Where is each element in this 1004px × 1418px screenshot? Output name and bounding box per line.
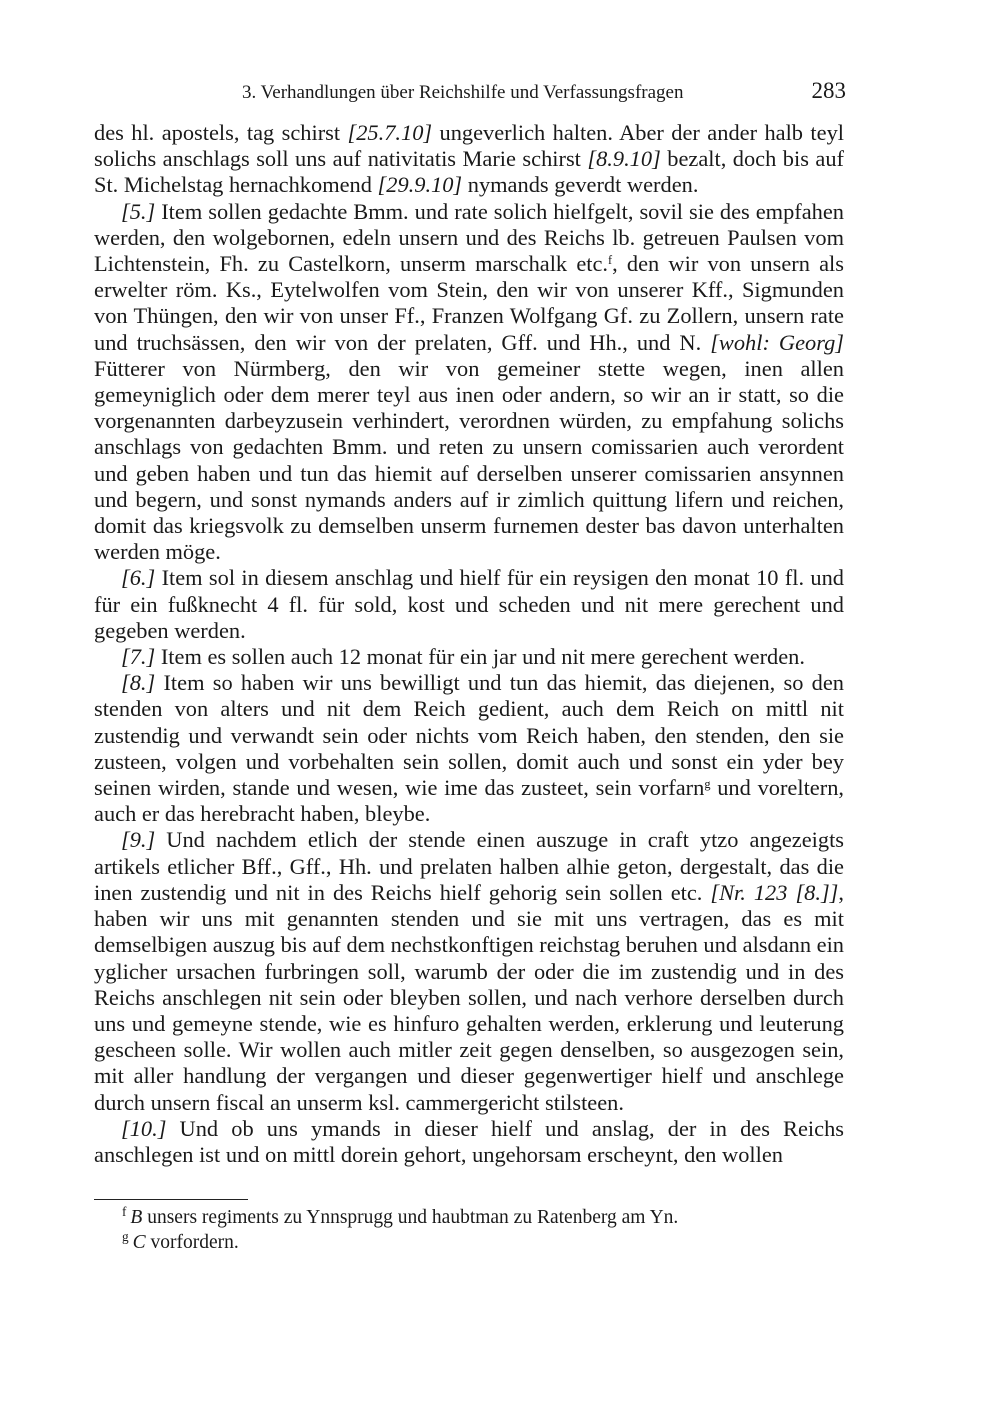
text-run: Und ob uns ymands in dieser hielf und anslag, der in des Reichs anschlegen ist und on mittl dorein gehort, ungehorsam erscheynt, den wollen [94,1115,844,1167]
footnote-text: vorfordern. [145,1232,239,1253]
text-run: nymands geverdt werden. [462,172,699,198]
editorial-reference: [10.] [121,1115,167,1141]
footnote-marker: g [704,777,711,792]
text-run: Item sol in diesem anschlag und hielf für ein reysigen den monat 10 fl. und für ein fußknecht 4 fl. für sold, kost und scheden und nit mere gerechent und gegeben werden. [94,565,844,643]
text-run: des hl. apostels, tag schirst [94,120,348,145]
main-text [94,120,844,1168]
footnote-rule [94,1199,248,1200]
footnote-mark: g [122,1229,129,1245]
footnote-mark: f [122,1204,127,1220]
paragraph [94,644,844,670]
text-run: bezalt, doch bis auf St. Michelstag hernachkomend [94,146,845,198]
text-run: und voreltern, auch er das herebracht haben, bleybe. [94,775,844,827]
paragraph [94,120,844,199]
footnotes [94,1205,844,1255]
footnote-source: C [132,1232,146,1253]
text-run: Item es sollen auch 12 monat für ein jar und nit mere gerechent werden. [155,644,805,670]
text-run: ungeverlich halten. Aber der ander halb teyl solichs anschlags soll uns auf nativitatis Marie schirst [94,120,844,172]
editorial-reference: [wohl: Georg] [710,329,844,355]
paragraph [94,565,844,644]
footnote-source: B [130,1207,143,1228]
editorial-reference: [Nr. 123 [8.]] [710,879,839,905]
running-head: 3. Verhandlungen über Reichshilfe und Verfassungsfragen [242,82,684,103]
editorial-reference: [9.] [121,827,156,853]
text-run: Fütterer von Nürmberg, den wir von gemeiner stette wegen, inen allen gemeyniglich oder dem merer teyl aus inen oder andern, so wir an ir statt, so die vorgenannten darbeyzusein verhindert, verordnen würden, zu empfahung solichs anschlags von gedachten Bmm. und reten zu unsern comissarien auch verordent und geben haben und tun das hiemit auf derselben unserer comissarien ansynnen und begern, und sonst nymands anders auf ir zimlich quittung lifern und reichen, domit das kriegsvolk zu demselben unserm furnemen dester bas davon unterhalten werden möge. [94,355,844,565]
footnote-text: unsers regiments zu Ynnsprugg und haubtman zu Ratenberg am Yn. [142,1207,679,1228]
text-run: Und nachdem etlich der stende einen auszuge in craft ytzo angezeigts artikels etlicher Bff., Gff., Hh. und prelaten halben alhie geton, dergestalt, das die inen zustendig und nit in des Reichs hielf gehorig sein sollen etc. [94,827,844,905]
paragraph [94,1116,844,1168]
text-run: , den wir von unsern als erwelter röm. Ks., Eytelwolfen vom Stein, den wir von unserer Kff., Sigmunden von Thüngen, den wir von unser Ff., Franzen Wolfgang Gf. zu Zollern, unsern rate und truchsässen, den wir von der prelaten, Gff. und Hh., und N. [94,251,844,355]
text-run: , haben wir uns mit genannten stenden und sie mit uns vertragen, das es mit demselbigen auszug bis auf dem nechstkonftigen reichstag beruhen und alsdann ein yglicher ursachen furbringen soll, warumb der oder die im zustendig und in des Reichs anschlegen nit sein oder bleyben sollen, und nach verhore derselben durch uns und gemeyne stende, wie es hinfuro gehalten werden, erklerung und leuterung gescheen solle. Wir wollen auch mitler zeit gegen denselben, so ausgezogen sein, mit aller handlung der vergangen und dieser gegenwertiger hielf und anschlege durch unsern fiscal an unserm ksl. cammergericht stilsteen. [94,879,844,1115]
editorial-reference: [29.9.10] [377,172,463,198]
editorial-reference: [25.7.10] [347,120,433,145]
editorial-reference: [8.] [121,670,156,696]
editorial-reference: [5.] [121,198,156,224]
paragraph [94,199,844,566]
text-run: Item so haben wir uns bewilligt und tun das hiemit, das diejenen, so den stenden von alters und nit dem Reich gedient, auch dem Reich on mittl nit zustendig und verwandt sein oder nichts vom Reich haben, den stenden, den sie zusteen, volgen und vorbehalten sein sollen, domit auch und sonst ein yder bey seinen wirden, stande und wesen, wie ime das zusteet, sein vorfarn [94,670,844,801]
text-run: Item sollen gedachte Bmm. und rate solich hielfgelt, sovil sie des empfahen werden, den wolgebornen, edeln unsern und des Reichs lb. getreuen Paulsen vom Lichtenstein, Fh. zu Castelkorn, unserm marschalk etc. [94,198,844,277]
paragraph [94,670,844,827]
footnote-marker: f [608,253,613,268]
editorial-reference: [8.9.10] [587,146,661,172]
footnote [94,1205,844,1230]
page-number: 283 [811,78,846,103]
page-header [94,78,846,108]
editorial-reference: [7.] [121,644,156,670]
editorial-reference: [6.] [121,565,156,591]
paragraph [94,827,844,1115]
footnote [94,1230,844,1255]
